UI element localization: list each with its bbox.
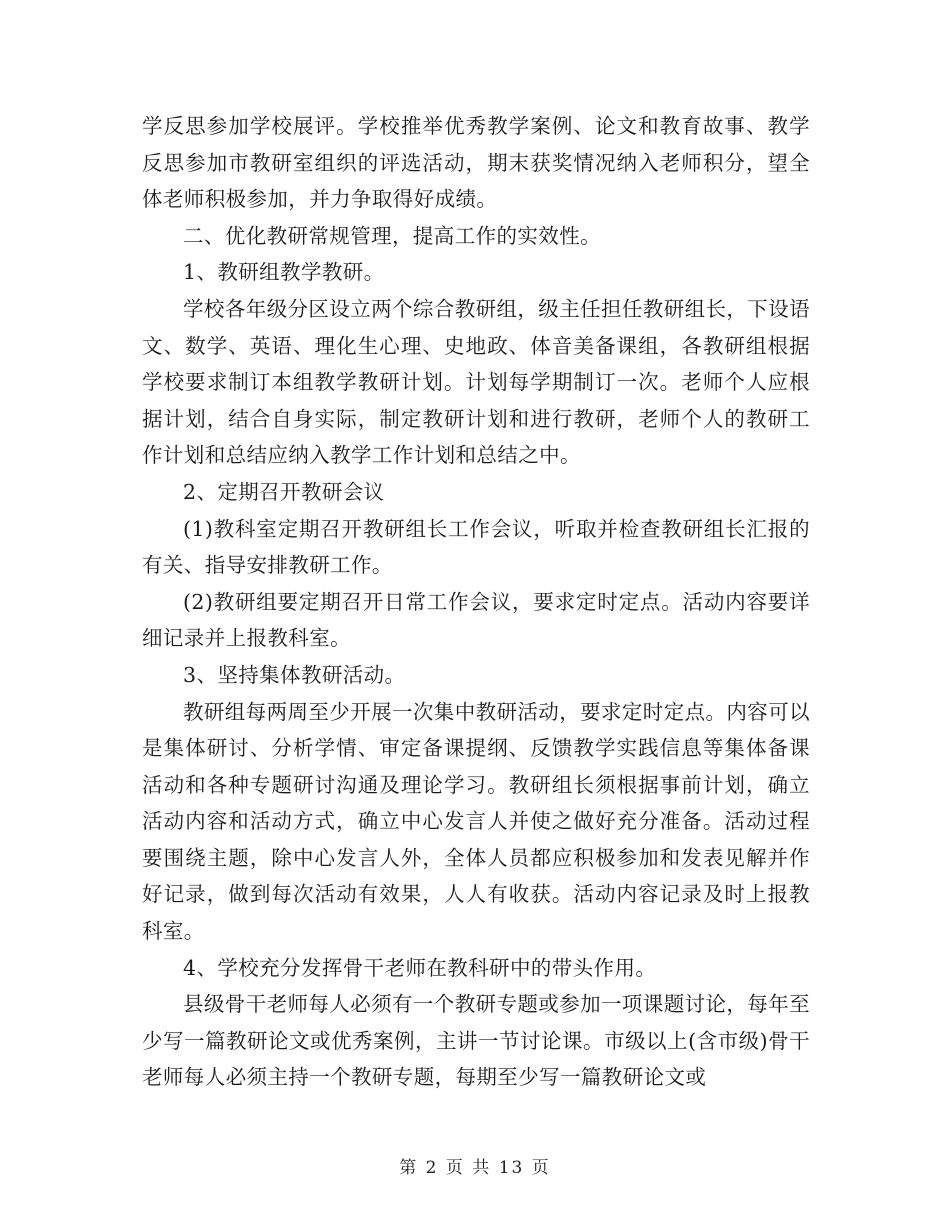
paragraph: 学反思参加学校展评。学校推举优秀教学案例、论文和教育故事、教学反思参加市教研室组织的评选活动，期末获奖情况纳入老师积分，望全体老师积极参加，并力争取得好成绩。: [142, 114, 810, 212]
subheading: 1、教研组教学教研。: [183, 260, 385, 285]
paragraph: 教研组每两周至少开展一次集中教研活动，要求定时定点。内容可以是集体研讨、分析学情、审定备课提纲、反馈教学实践信息等集体备课活动和各种专题研讨沟通及理论学习。教研组长须根据事前计划，确立活动内容和活动方式，确立中心发言人并使之做好充分准备。活动过程要围绕主题，除中心发言人外，全体人员都应积极参加和发表见解并作好记录，做到每次活动有效果，人人有收获。活动内容记录及时上报教科室。: [142, 699, 810, 944]
section-heading: 二、优化教研常规管理，提高工作的实效性。: [183, 223, 601, 248]
subheading: 4、学校充分发挥骨干老师在教科研中的带头作用。: [183, 955, 657, 980]
subheading: 2、定期召开教研会议: [183, 479, 385, 504]
paragraph: 学校各年级分区设立两个综合教研组，级主任担任教研组长，下设语文、数学、英语、理化生心理、史地政、体音美备课组，各教研组根据学校要求制订本组教学教研计划。计划每学期制订一次。老师个人应根据计划，结合自身实际，制定教研计划和进行教研，老师个人的教研工作计划和总结应纳入教学工作计划和总结之中。: [142, 296, 810, 468]
paragraph: (2)教研组要定期召开日常工作会议，要求定时定点。活动内容要详细记录并上报教科室。: [142, 589, 810, 651]
document-body: [142, 108, 810, 1096]
subheading: 3、坚持集体教研活动。: [183, 662, 406, 687]
page-number-footer: 第 2 页 共 13 页: [399, 1158, 551, 1178]
paragraph: (1)教科室定期召开教研组长工作会议，听取并检查教研组长汇报的有关、指导安排教研工作。: [142, 516, 810, 578]
paragraph: 县级骨干老师每人必须有一个教研专题或参加一项课题讨论，每年至少写一篇教研论文或优秀案例，主讲一节讨论课。市级以上(含市级)骨干老师每人必须主持一个教研专题，每期至少写一篇教研论文或: [142, 992, 810, 1090]
